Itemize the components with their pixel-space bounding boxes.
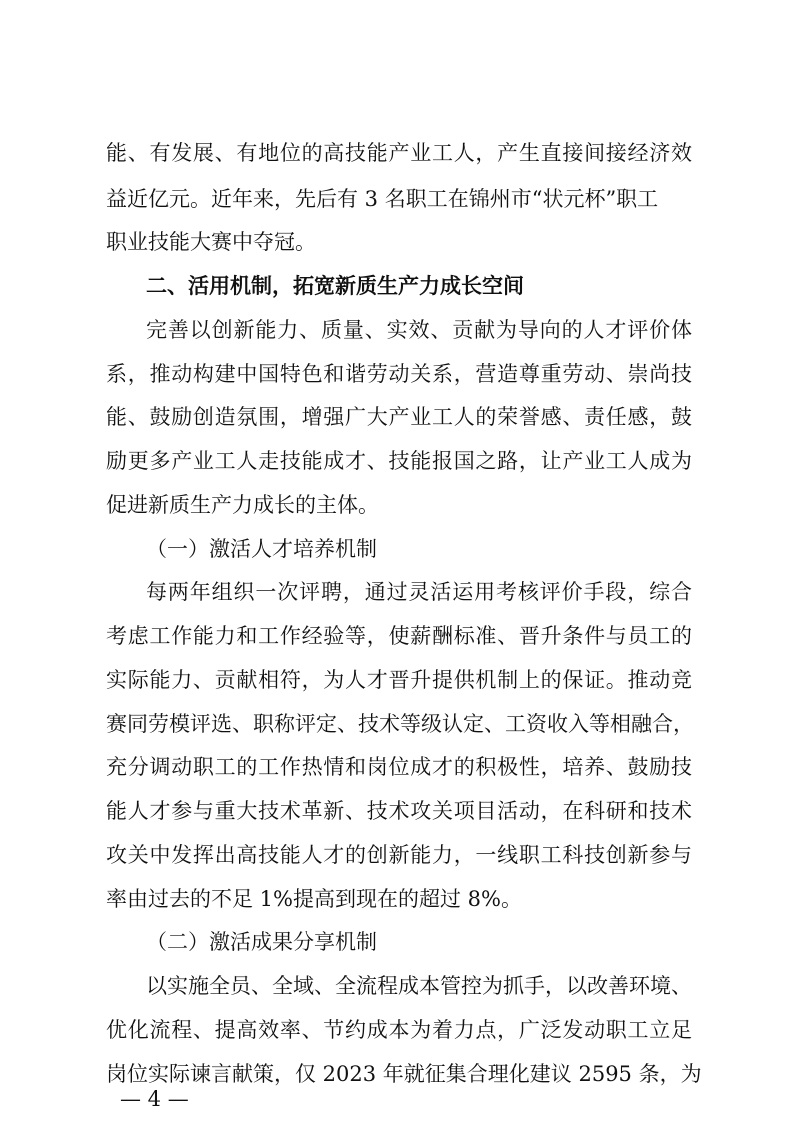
paragraph-line: 优化流程、提高效率、节约成本为着力点，广泛发动职工立足	[106, 1018, 692, 1042]
paragraph-line: 能、鼓励创造氛围，增强广大产业工人的荣誉感、责任感，鼓	[106, 405, 692, 429]
paragraph-line: 职业技能大赛中夺冠。	[106, 230, 316, 254]
paragraph-line: 完善以创新能力、质量、实效、贡献为导向的人才评价体	[146, 318, 692, 342]
paragraph-line: 岗位实际谏言献策，仅 2023 年就征集合理化建议 2595 条，为	[106, 1062, 702, 1086]
subsection-heading: （二）激活成果分享机制	[146, 930, 377, 954]
paragraph-line: 每两年组织一次评聘，通过灵活运用考核评价手段，综合	[146, 580, 692, 604]
paragraph-line: 考虑工作能力和工作经验等，使薪酬标准、晋升条件与员工的	[106, 624, 692, 648]
paragraph-line: 率由过去的不足 1%提高到现在的超过 8%。	[106, 887, 522, 911]
section-heading: 二、活用机制，拓宽新质生产力成长空间	[146, 274, 524, 298]
subsection-heading: （一）激活人才培养机制	[146, 537, 377, 561]
paragraph-line: 能、有发展、有地位的高技能产业工人，产生直接间接经济效	[106, 141, 692, 165]
paragraph-line: 以实施全员、全域、全流程成本管控为抓手，以改善环境、	[146, 974, 692, 998]
paragraph-line: 赛同劳模评选、职称评定、技术等级认定、工资收入等相融合，	[106, 712, 694, 736]
paragraph-line: 攻关中发挥出高技能人才的创新能力，一线职工科技创新参与	[106, 843, 692, 867]
paragraph-line: 充分调动职工的工作热情和岗位成才的积极性，培养、鼓励技	[106, 755, 692, 779]
paragraph-line: 实际能力、贡献相符，为人才晋升提供机制上的保证。推动竞	[106, 668, 692, 692]
paragraph-line: 系，推动构建中国特色和谐劳动关系，营造尊重劳动、崇尚技	[106, 362, 692, 386]
paragraph-line: 励更多产业工人走技能成才、技能报国之路，让产业工人成为	[106, 449, 692, 473]
paragraph-line: 益近亿元。近年来，先后有 3 名职工在锦州市“状元杯”职工	[106, 187, 659, 211]
page-number: — 4 —	[120, 1087, 189, 1111]
paragraph-line: 促进新质生产力成长的主体。	[106, 493, 379, 517]
paragraph-line: 能人才参与重大技术革新、技术攻关项目活动，在科研和技术	[106, 799, 692, 823]
